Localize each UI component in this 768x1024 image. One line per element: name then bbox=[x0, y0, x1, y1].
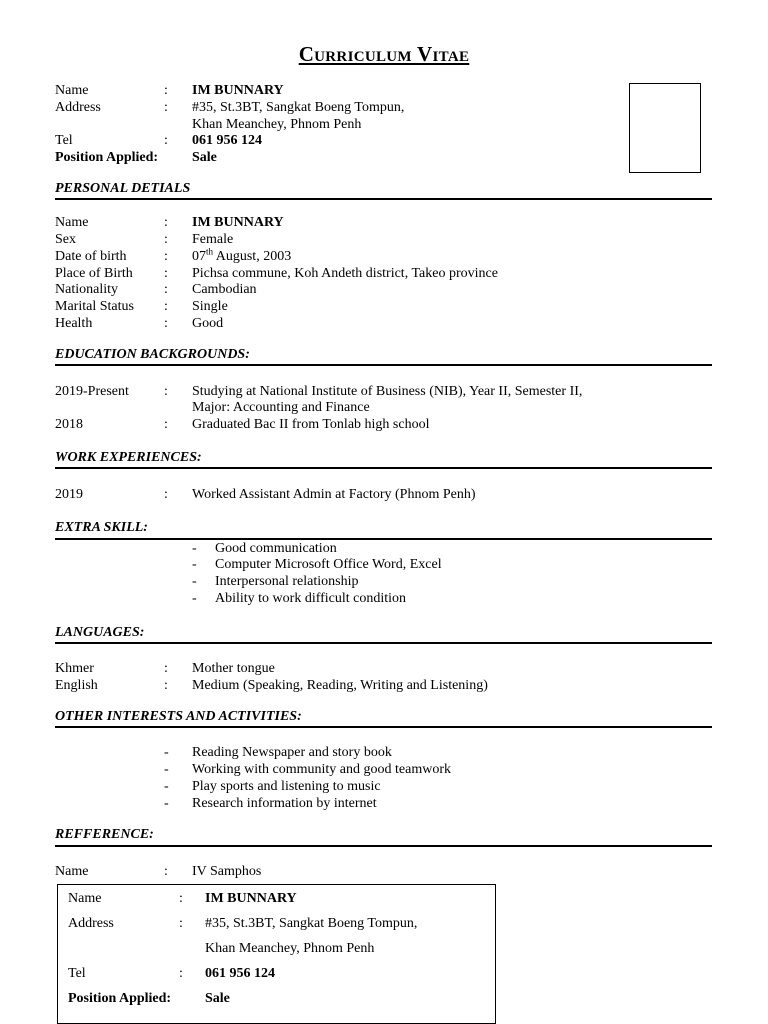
personal-label: Health bbox=[55, 316, 93, 331]
bullet: - bbox=[164, 745, 169, 760]
header-name-label: Name bbox=[55, 83, 89, 98]
reference-name-label: Name bbox=[55, 864, 89, 879]
personal-value: Pichsa commune, Koh Andeth district, Takeo province bbox=[192, 266, 498, 281]
colon: : bbox=[179, 966, 183, 981]
header-address-line2: Khan Meanchey, Phnom Penh bbox=[192, 117, 362, 132]
personal-label: Date of birth bbox=[55, 249, 127, 264]
education-value: Graduated Bac II from Tonlab high school bbox=[192, 417, 430, 432]
overlay-address-line1: #35, St.3BT, Sangkat Boeng Tompun, bbox=[205, 916, 418, 931]
personal-value: Single bbox=[192, 299, 228, 314]
page-title: Curriculum Vitae bbox=[298, 42, 470, 66]
colon: : bbox=[164, 232, 168, 247]
skill-item: Ability to work difficult condition bbox=[215, 591, 407, 606]
work-value: Worked Assistant Admin at Factory (Phnom Penh) bbox=[192, 487, 476, 502]
dob-rest: August, 2003 bbox=[213, 249, 292, 264]
language-value: Medium (Speaking, Reading, Writing and Listening) bbox=[192, 678, 488, 693]
section-heading-languages: LANGUAGES: bbox=[55, 625, 145, 640]
section-divider bbox=[55, 726, 712, 728]
reference-name: IV Samphos bbox=[192, 864, 262, 879]
header-tel: 061 956 124 bbox=[192, 133, 262, 148]
language-label: English bbox=[55, 678, 98, 693]
overlay-name: IM BUNNARY bbox=[205, 891, 297, 906]
overlay-tel: 061 956 124 bbox=[205, 966, 275, 981]
dob-day: 07 bbox=[192, 249, 206, 264]
section-heading-interests: OTHER INTERESTS AND ACTIVITIES: bbox=[55, 709, 302, 724]
bullet: - bbox=[192, 557, 197, 572]
colon: : bbox=[164, 133, 168, 148]
personal-value: Cambodian bbox=[192, 282, 257, 297]
header-tel-label: Tel bbox=[55, 133, 73, 148]
header-position: Sale bbox=[192, 150, 217, 165]
language-label: Khmer bbox=[55, 661, 94, 676]
personal-label: Place of Birth bbox=[55, 266, 133, 281]
interest-item: Research information by internet bbox=[192, 796, 377, 811]
colon: : bbox=[164, 282, 168, 297]
personal-label: Sex bbox=[55, 232, 76, 247]
header-position-label: Position Applied: bbox=[55, 150, 159, 165]
bullet: - bbox=[192, 541, 197, 556]
colon: : bbox=[164, 100, 168, 115]
bullet: - bbox=[164, 779, 169, 794]
section-heading-education: EDUCATION BACKGROUNDS: bbox=[55, 347, 250, 362]
interest-item: Play sports and listening to music bbox=[192, 779, 381, 794]
personal-value-dob bbox=[192, 246, 292, 265]
colon: : bbox=[164, 316, 168, 331]
section-heading-personal: PERSONAL DETIALS bbox=[55, 181, 191, 196]
personal-label: Marital Status bbox=[55, 299, 134, 314]
section-heading-work: WORK EXPERIENCES: bbox=[55, 450, 202, 465]
contact-overlay-box bbox=[57, 884, 496, 1024]
section-divider bbox=[55, 845, 712, 847]
colon: : bbox=[179, 891, 183, 906]
personal-label: Nationality bbox=[55, 282, 118, 297]
overlay-address-label: Address bbox=[68, 916, 114, 931]
education-label: 2019-Present bbox=[55, 384, 129, 399]
colon: : bbox=[164, 384, 168, 399]
overlay-name-label: Name bbox=[68, 891, 102, 906]
colon: : bbox=[164, 864, 168, 879]
section-heading-skills: EXTRA SKILL: bbox=[55, 520, 148, 535]
education-label: 2018 bbox=[55, 417, 83, 432]
education-value: Studying at National Institute of Business (NIB), Year II, Semester II, bbox=[192, 384, 583, 399]
header-name: IM BUNNARY bbox=[192, 83, 284, 98]
personal-label: Name bbox=[55, 215, 89, 230]
colon: : bbox=[164, 215, 168, 230]
interest-item: Working with community and good teamwork bbox=[192, 762, 451, 777]
section-divider bbox=[55, 467, 712, 469]
header-address-label: Address bbox=[55, 100, 101, 115]
overlay-address-line2: Khan Meanchey, Phnom Penh bbox=[205, 941, 375, 956]
language-value: Mother tongue bbox=[192, 661, 275, 676]
colon: : bbox=[164, 661, 168, 676]
overlay-position-label: Position Applied: bbox=[68, 991, 172, 1006]
section-divider bbox=[55, 538, 712, 540]
colon: : bbox=[164, 417, 168, 432]
header-address-line1: #35, St.3BT, Sangkat Boeng Tompun, bbox=[192, 100, 405, 115]
overlay-tel-label: Tel bbox=[68, 966, 86, 981]
colon: : bbox=[164, 299, 168, 314]
education-value: Major: Accounting and Finance bbox=[192, 400, 370, 415]
skill-item: Interpersonal relationship bbox=[215, 574, 359, 589]
section-divider bbox=[55, 198, 712, 200]
colon: : bbox=[164, 266, 168, 281]
colon: : bbox=[179, 916, 183, 931]
section-heading-reference: REFFERENCE: bbox=[55, 827, 154, 842]
skill-item: Computer Microsoft Office Word, Excel bbox=[215, 557, 442, 572]
personal-value: Female bbox=[192, 232, 234, 247]
bullet: - bbox=[192, 591, 197, 606]
section-divider bbox=[55, 364, 712, 366]
skill-item: Good communication bbox=[215, 541, 337, 556]
section-divider bbox=[55, 642, 712, 644]
dob-suffix: th bbox=[206, 246, 214, 257]
colon: : bbox=[164, 678, 168, 693]
work-label: 2019 bbox=[55, 487, 83, 502]
colon: : bbox=[164, 249, 168, 264]
personal-value: Good bbox=[192, 316, 224, 331]
personal-value: IM BUNNARY bbox=[192, 215, 284, 230]
colon: : bbox=[164, 83, 168, 98]
photo-placeholder bbox=[629, 83, 701, 173]
bullet: - bbox=[164, 762, 169, 777]
overlay-position: Sale bbox=[205, 991, 230, 1006]
bullet: - bbox=[164, 796, 169, 811]
colon: : bbox=[164, 487, 168, 502]
interest-item: Reading Newspaper and story book bbox=[192, 745, 392, 760]
bullet: - bbox=[192, 574, 197, 589]
